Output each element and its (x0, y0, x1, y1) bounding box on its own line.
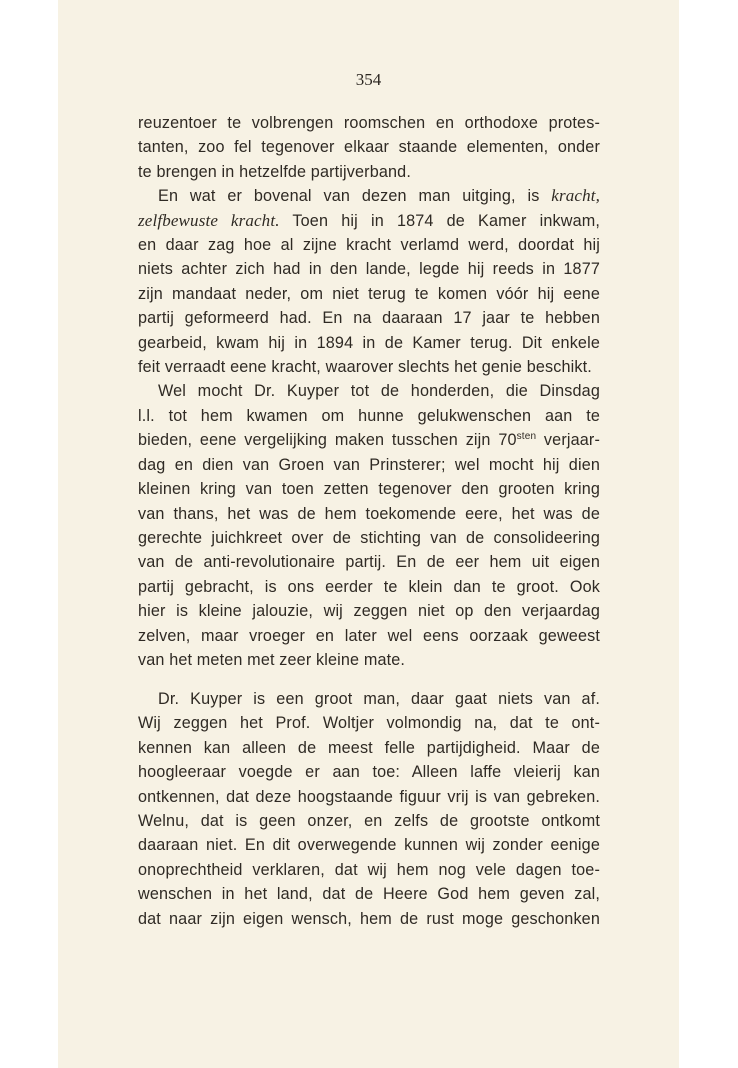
text-line: te brengen in hetzelfde partijverband. (138, 162, 411, 181)
text-line: hier is kleine jalouzie, wij zeggen niet op den verjaardag (138, 602, 600, 621)
text-line: zelfbewuste kracht. Toen hij in 1874 de Kamer inkwam, (138, 210, 600, 230)
text-line: Wij zeggen het Prof. Woltjer volmondig na, dat te ont- (138, 714, 600, 733)
text-line: niets achter zich had in den lande, legde hij reeds in 1877 (138, 260, 600, 279)
text-line: onoprechtheid verklaren, dat wij hem nog vele dagen toe- (138, 860, 600, 879)
text-line: van de anti-revolutionaire partij. En de eer hem uit eigen (138, 553, 600, 572)
text-line: van thans, het was de hem toekomende eere, het was de (138, 504, 600, 523)
text-line: Wel mocht Dr. Kuyper tot de honderden, die Dinsdag (158, 382, 600, 401)
text-line: kennen kan alleen de meest felle partijdigheid. Maar de (138, 738, 600, 757)
text-line: partij geformeerd had. En na daaraan 17 jaar te hebben (138, 309, 600, 328)
text-line: gearbeid, kwam hij in 1894 in de Kamer terug. Dit enkele (138, 333, 600, 352)
text-line: tanten, zoo fel tegenover elkaar staande elementen, onder (138, 138, 600, 157)
text-line: kleinen kring van toen zetten tegenover den grooten kring (138, 480, 600, 499)
text-line: reuzentoer te volbrengen roomschen en orthodoxe protes- (138, 114, 600, 132)
text-line: dat naar zijn eigen wensch, hem de rust moge geschonken (138, 909, 600, 928)
text-line: partij gebracht, is ons eerder te klein dan te groot. Ook (138, 577, 600, 596)
text-line: gerechte juichkreet over de stichting van de consolideering (138, 528, 600, 547)
book-page (58, 0, 679, 1068)
text-line: Dr. Kuyper is een groot man, daar gaat niets van af. (158, 690, 600, 708)
text-line: daaraan niet. En dit overwegende kunnen wij zonder eenige (138, 836, 600, 855)
paragraph-block-2 (138, 687, 600, 931)
text-line: Welnu, dat is geen onzer, en zelfs de grootste ontkomt (138, 812, 600, 831)
text-line: dag en dien van Groen van Prinsterer; wel mocht hij dien (138, 455, 600, 474)
paragraph-block-1 (138, 111, 600, 672)
text-line: feit verraadt eene kracht, waarover slechts het genie beschikt. (138, 358, 592, 377)
emphasis-text: zelfbewuste kracht. (138, 210, 280, 230)
text-line: en daar zag hoe al zijne kracht verlamd werd, doordat hij (138, 236, 600, 255)
text-line: wenschen in het land, dat de Heere God hem geven zal, (138, 885, 600, 904)
text-line: l.l. tot hem kwamen om hunne gelukwenschen aan te (138, 406, 600, 425)
text-line: bieden, eene vergelijking maken tusschen zijn $70^{sten}$ verjaar- (138, 431, 601, 450)
page-number: 354 (355, 70, 382, 89)
text-line: zelven, maar vroeger en later wel eens oorzaak geweest (138, 626, 600, 645)
text-line: van het meten met zeer kleine mate. (138, 650, 406, 669)
emphasis-text: kracht, (551, 186, 600, 206)
text-line: hoogleeraar voegde er aan toe: Alleen laffe vleierij kan (138, 763, 600, 782)
text-line: ontkennen, dat deze hoogstaande figuur vrij is van gebreken. (138, 787, 600, 806)
text-line: En wat er bovenal van dezen man uitging, is kracht, (158, 186, 600, 206)
text-line: zijn mandaat neder, om niet terug te komen vóór hij eene (138, 284, 600, 303)
superscript: sten (516, 431, 537, 443)
